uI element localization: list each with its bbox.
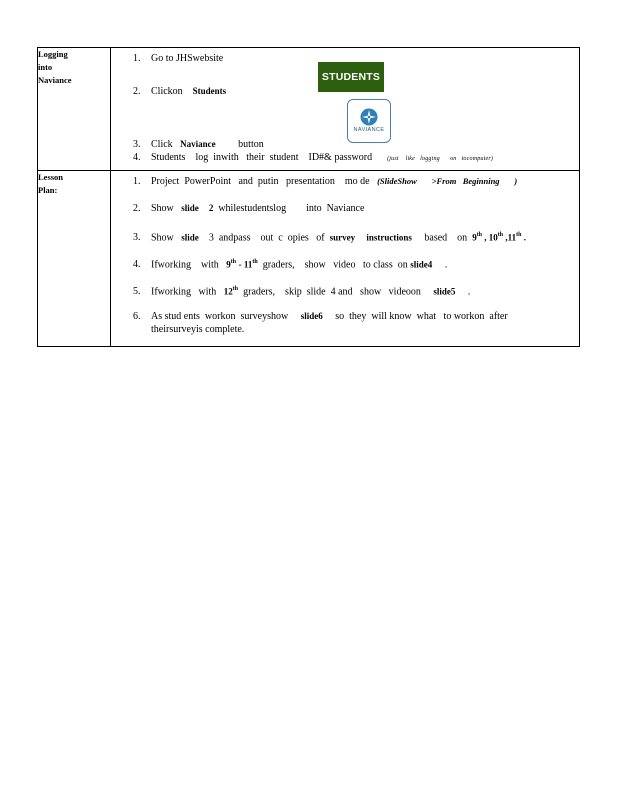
lesson-step-3: 3. Show slide 3 andpass out c opies of survey instructions based on 9th , 10th ,11th .: [133, 232, 526, 244]
lesson-plan-row: [38, 171, 580, 347]
instruction-table: [37, 47, 580, 347]
lesson-step-5: 5. Ifworking with 12th graders, skip slide 4 and show videoon slide5 .: [133, 286, 471, 298]
lesson-step-2: 2. Show slide 2 whilestudentslog into Naviance: [133, 203, 365, 214]
lesson-step-4: 4. Ifworking with 9th - 11th graders, show video to class on slide4 .: [133, 259, 448, 271]
logging-step-3: 3. Click Naviance button: [133, 139, 264, 150]
lesson-step-6-continued: theirsurveyis complete.: [151, 324, 245, 335]
naviance-compass-icon: [360, 108, 378, 126]
lesson-step-1: 1. Project PowerPoint and putin presentation mo de (SlideShow >From Beginning ): [133, 176, 518, 187]
logging-step-2: 2. Clickon Students: [133, 86, 227, 97]
logging-row: [38, 48, 580, 171]
logging-label: Logging into Naviance: [38, 48, 111, 171]
lesson-step-6: 6. As stud ents workon surveyshow slide6 so they will know what to workon after: [133, 311, 508, 322]
logging-step-1: 1. Go to JHSwebsite: [133, 53, 224, 64]
lesson-plan-label: Lesson Plan:: [38, 171, 111, 347]
logging-step-4: 4. Students log inwith their student ID#& password (just like logging on tocomputer): [133, 152, 494, 163]
logging-content: [111, 48, 580, 171]
students-button[interactable]: STUDENTS: [318, 62, 384, 92]
lesson-plan-content: [111, 171, 580, 347]
naviance-logo[interactable]: NAVIANCE: [347, 99, 391, 143]
